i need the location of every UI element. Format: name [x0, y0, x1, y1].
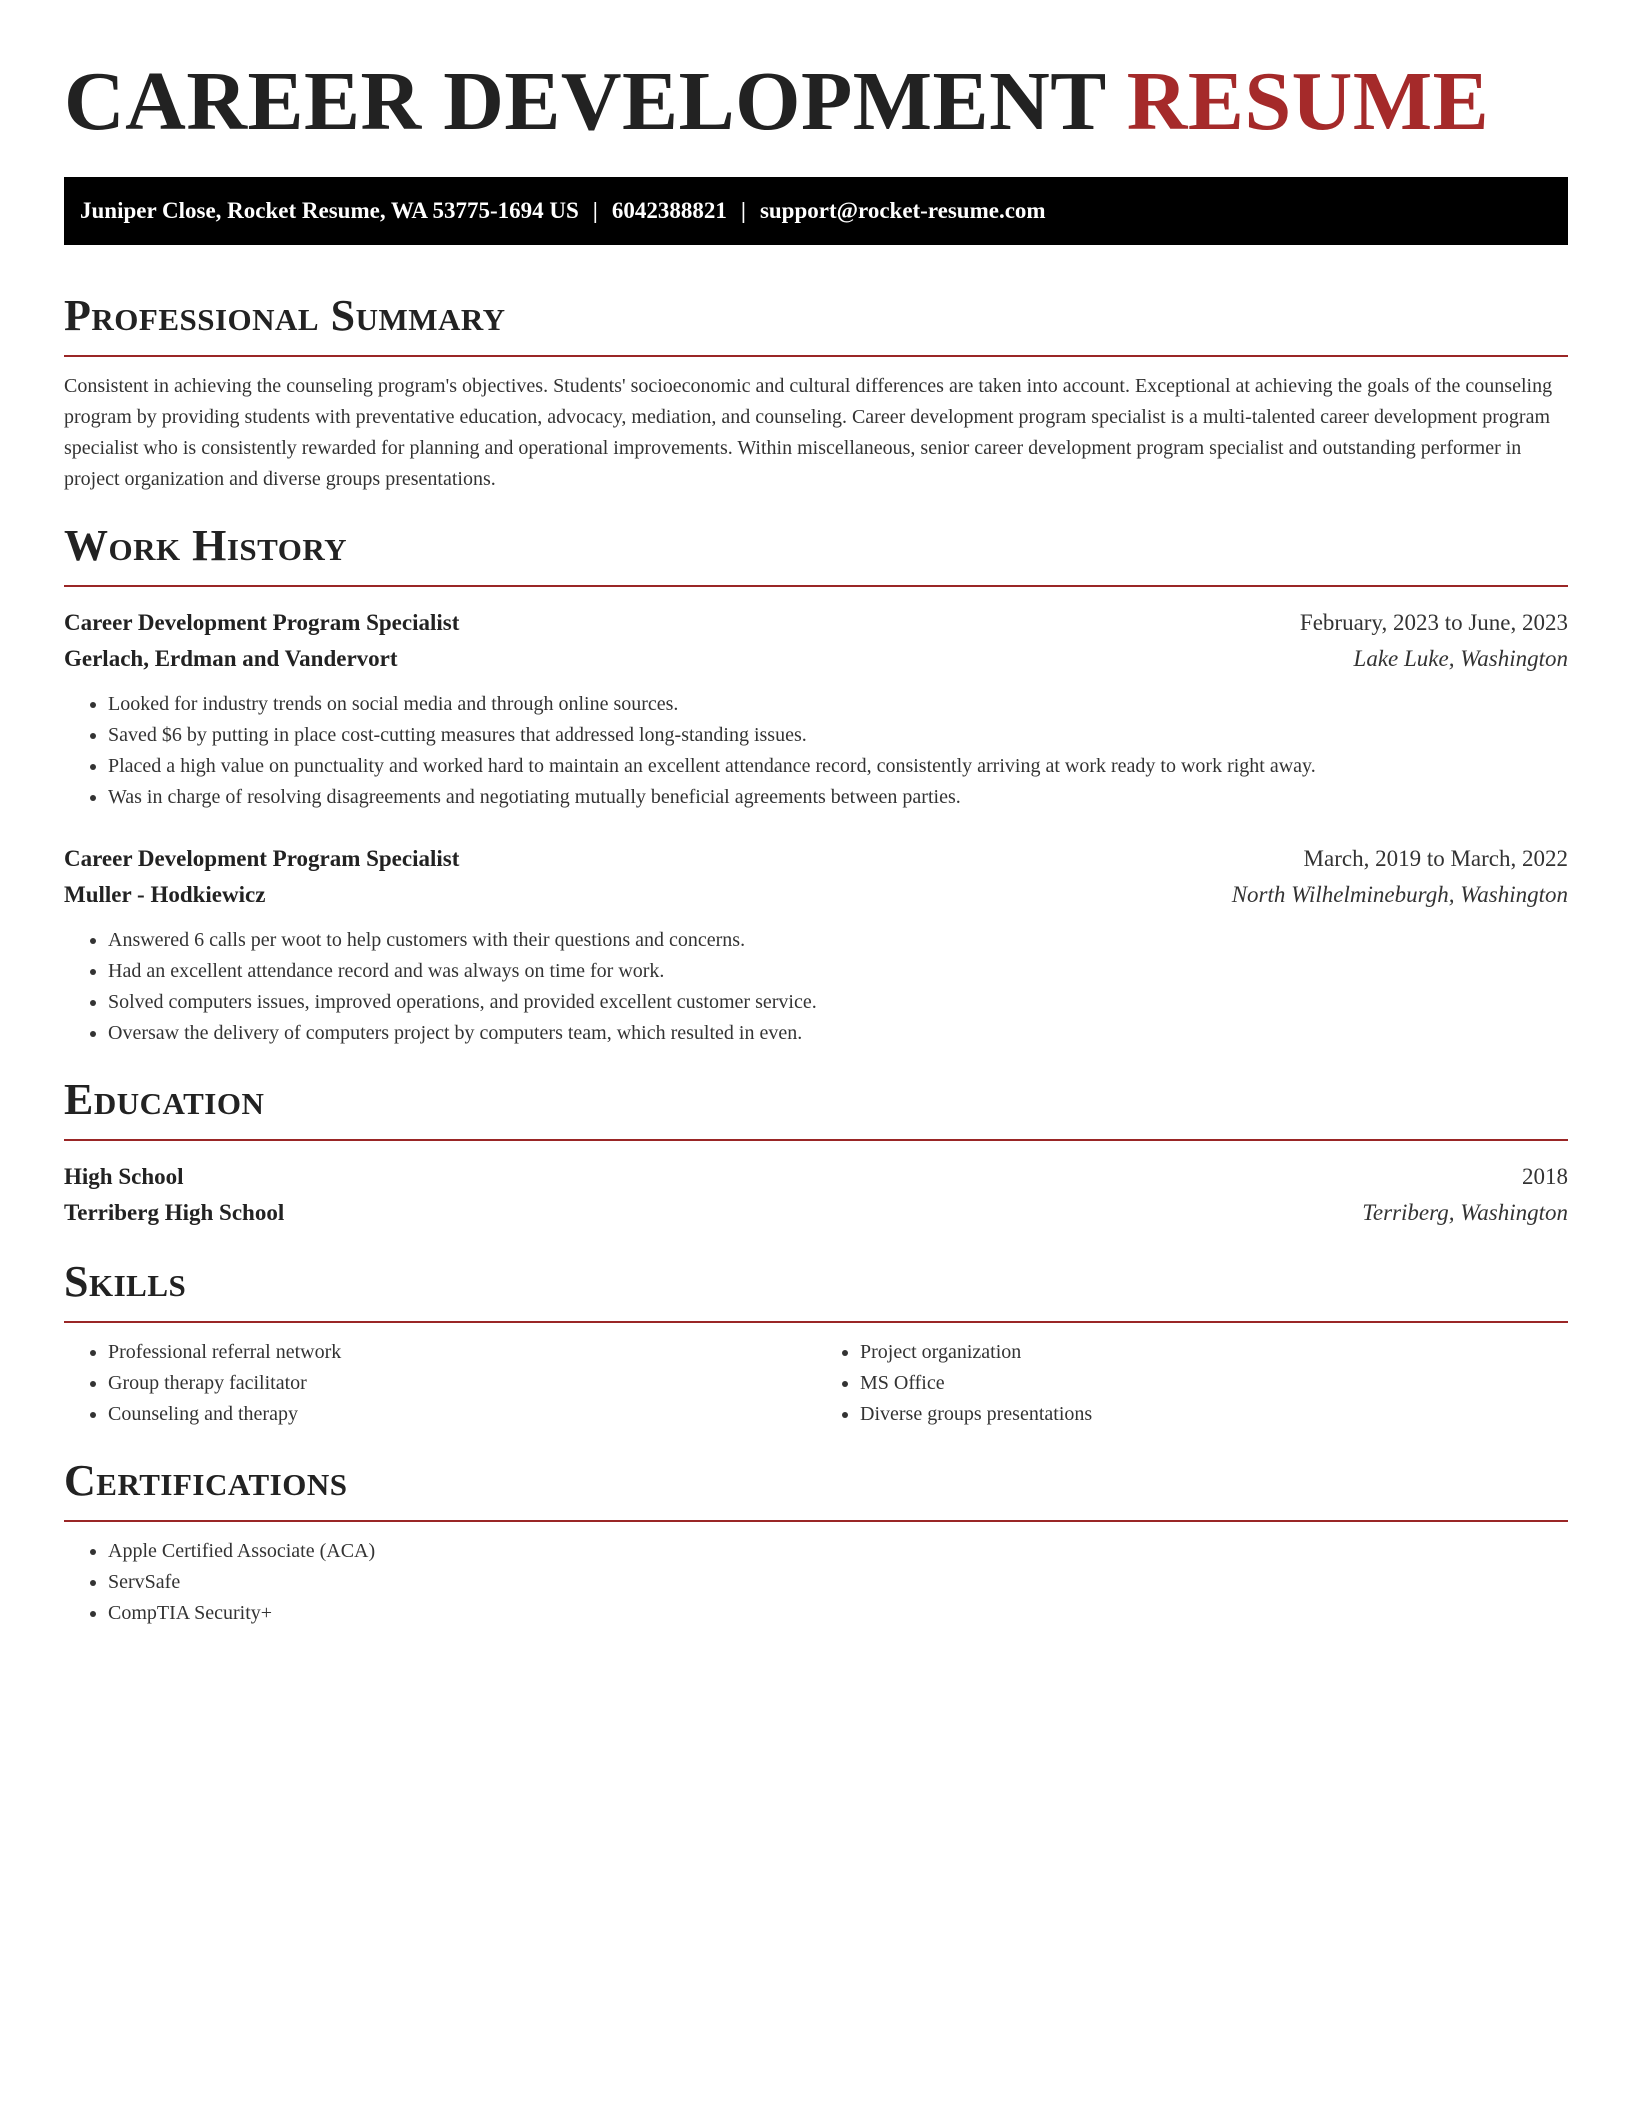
education-school: Terriberg High School [64, 1200, 285, 1225]
certifications-heading: Certifications [64, 1456, 1568, 1522]
education-entry [64, 1159, 1568, 1231]
education-year: 2018 [1522, 1164, 1568, 1189]
job-location: North Wilhelmineburgh, Washington [1231, 882, 1568, 907]
job-bullet-list [64, 925, 1568, 1049]
work-history-heading: Work History [64, 521, 1568, 587]
education-school-row [64, 1195, 1568, 1231]
summary-section [64, 291, 1568, 495]
job-company: Gerlach, Erdman and Vandervort [64, 646, 398, 671]
job-entry [64, 605, 1568, 813]
skills-section [64, 1257, 1568, 1430]
certification-item: • ServSafe [108, 1567, 1568, 1598]
job-bullet: • Looked for industry trends on social media and through online sources. [108, 689, 1568, 720]
skill-item: • Diverse groups presentations [860, 1399, 1568, 1430]
resume-page [64, 0, 1568, 1629]
job-dates: March, 2019 to March, 2022 [1303, 846, 1568, 871]
job-company-row [64, 641, 1568, 677]
contact-phone: 6042388821 [611, 198, 727, 223]
skill-item: • MS Office [860, 1368, 1568, 1399]
job-bullet-list [64, 689, 1568, 813]
certifications-list [64, 1536, 1568, 1629]
certification-item: • CompTIA Security+ [108, 1598, 1568, 1629]
job-bullet: • Was in charge of resolving disagreements and negotiating mutually beneficial agreements between parties. [108, 782, 1568, 813]
job-bullet: • Saved $6 by putting in place cost-cutting measures that addressed long-standing issues. [108, 720, 1568, 751]
contact-address: Juniper Close, Rocket Resume, WA 53775-1694 US [80, 198, 579, 223]
resume-title [64, 52, 1568, 152]
contact-email: support@rocket-resume.com [759, 198, 1046, 223]
job-entry [64, 841, 1568, 1049]
job-location: Lake Luke, Washington [1353, 646, 1568, 671]
education-section [64, 1075, 1568, 1231]
skills-grid [64, 1337, 1568, 1430]
education-location: Terriberg, Washington [1362, 1200, 1568, 1225]
skill-item: • Project organization [860, 1337, 1568, 1368]
job-title-row [64, 841, 1568, 877]
skills-list-right [816, 1337, 1568, 1430]
skills-list-left [64, 1337, 816, 1430]
job-bullet: • Answered 6 calls per woot to help customers with their questions and concerns. [108, 925, 1568, 956]
job-bullet: • Placed a high value on punctuality and worked hard to maintain an excellent attendance record, consistently arriving at work ready to work right away. [108, 751, 1568, 782]
work-history-section [64, 521, 1568, 1049]
certifications-section [64, 1456, 1568, 1629]
summary-text: Consistent in achieving the counseling program's objectives. Students' socioeconomic and cultural differences are taken into account. Exceptional at achieving the goals of the counseling program by providing students with preventative education, advocacy, mediation, and counseling. Career development program specialist is a multi-talented career development program specialist who is consistently rewarded for planning and operational improvements. Within miscellaneous, senior career development program specialist and outstanding performer in project organization and diverse groups presentations. [64, 375, 1553, 490]
education-heading: Education [64, 1075, 1568, 1141]
contact-separator: | [592, 198, 598, 223]
job-company-row [64, 877, 1568, 913]
job-company: Muller - Hodkiewicz [64, 882, 266, 907]
summary-heading: Professional Summary [64, 291, 1568, 357]
contact-separator: | [740, 198, 746, 223]
skill-item: • Group therapy facilitator [108, 1368, 816, 1399]
title-main: CAREER DEVELOPMENT [64, 55, 1106, 148]
job-bullet: • Had an excellent attendance record and was always on time for work. [108, 956, 1568, 987]
skill-item: • Counseling and therapy [108, 1399, 816, 1430]
job-title-row [64, 605, 1568, 641]
contact-bar [64, 177, 1568, 245]
job-title: Career Development Program Specialist [64, 610, 460, 635]
skills-heading: Skills [64, 1257, 1568, 1323]
job-title: Career Development Program Specialist [64, 846, 460, 871]
title-accent: RESUME [1126, 55, 1490, 148]
education-degree-row [64, 1159, 1568, 1195]
skill-item: • Professional referral network [108, 1337, 816, 1368]
certification-item: • Apple Certified Associate (ACA) [108, 1536, 1568, 1567]
job-bullet: • Oversaw the delivery of computers project by computers team, which resulted in even. [108, 1018, 1568, 1049]
job-bullet: • Solved computers issues, improved operations, and provided excellent customer service. [108, 987, 1568, 1018]
education-degree: High School [64, 1164, 184, 1189]
job-dates: February, 2023 to June, 2023 [1299, 610, 1568, 635]
